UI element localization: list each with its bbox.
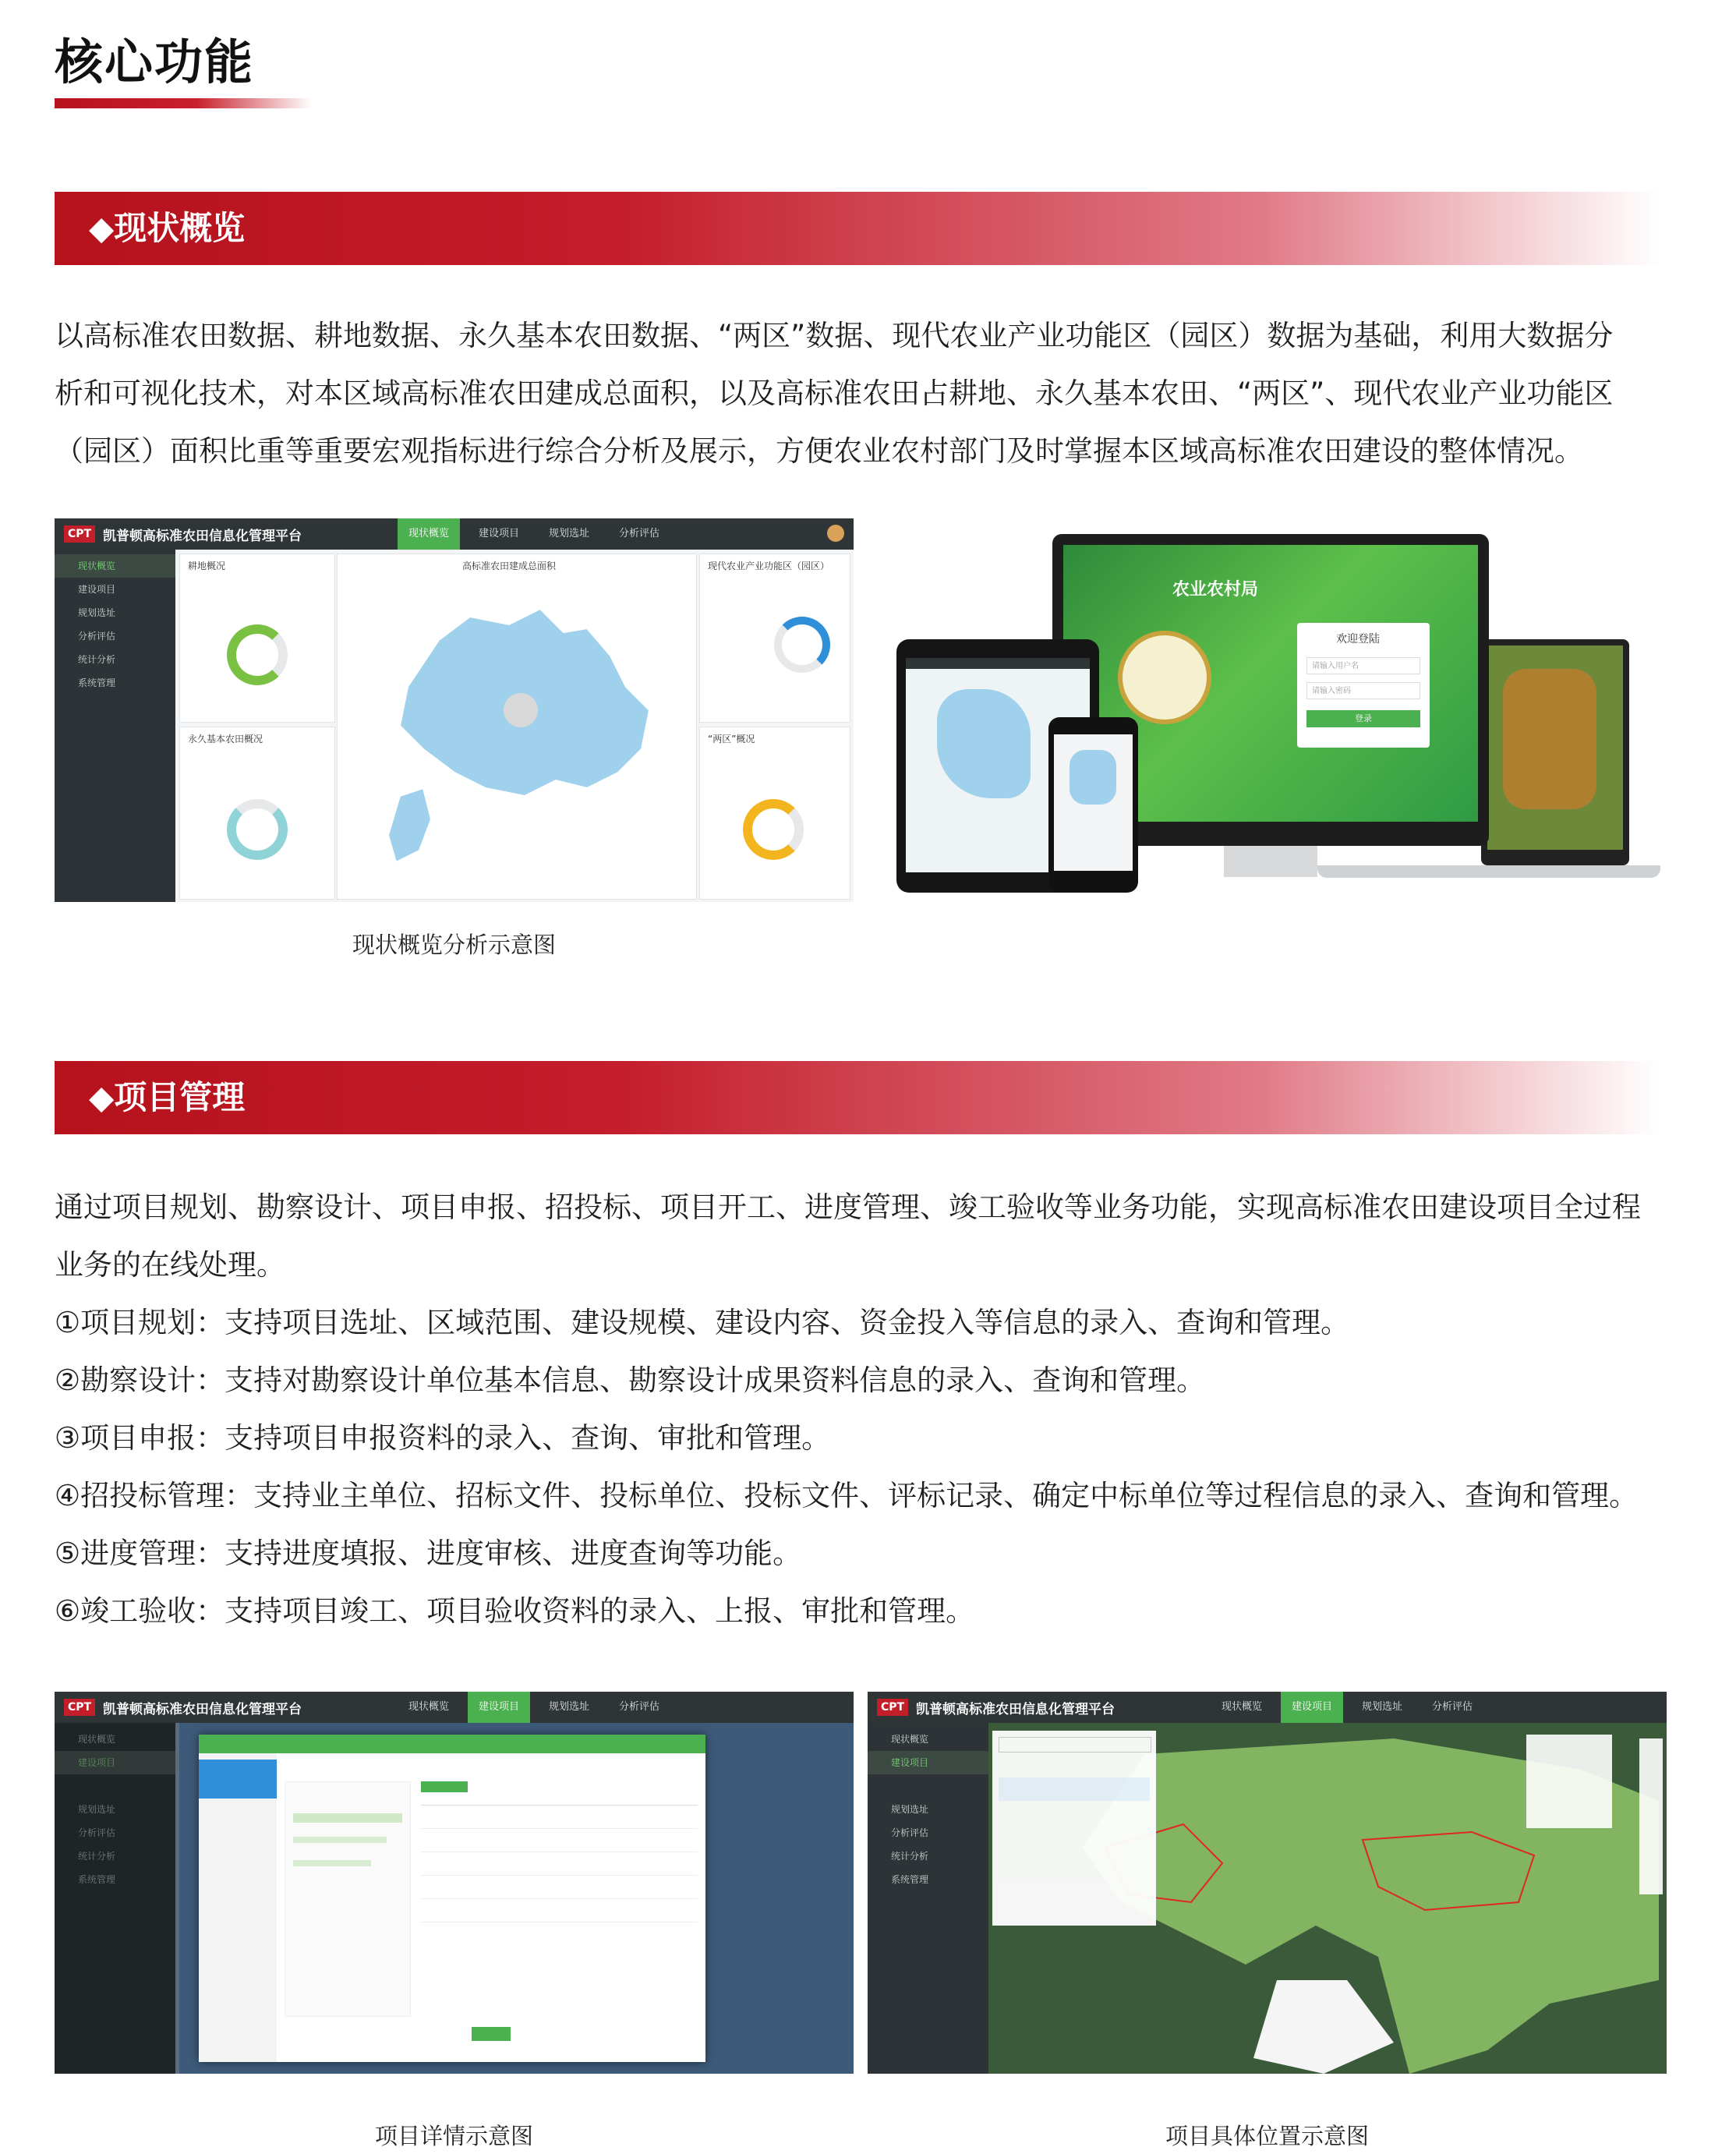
project-detail-screenshot (55, 1692, 854, 2074)
laptop-screen (1487, 645, 1623, 850)
dashboard-screenshot (55, 518, 854, 902)
project-line: 业务的在线处理。 (55, 1248, 285, 1282)
card-park (699, 554, 850, 723)
tab-analysis[interactable]: 分析评估 (619, 528, 660, 539)
tab-planning[interactable]: 规划选址 (549, 1701, 590, 1713)
app-topbar (55, 1692, 854, 1723)
map-toolbar (1639, 1738, 1663, 1894)
section-heading-project: ◆项目管理 (89, 1078, 246, 1116)
card-basic-farmland (179, 727, 335, 900)
caption-project-location: 项目具体位置示意图 (1165, 2123, 1369, 2149)
monitor-stand (1224, 846, 1317, 877)
caption-overview: 现状概览分析示意图 (352, 932, 556, 958)
project-paragraph (55, 1179, 1676, 1640)
donut-chart (774, 617, 830, 673)
app-topbar (868, 1692, 1667, 1723)
sidebar-item-projects[interactable]: 建设项目 (868, 1751, 988, 1774)
app-logo: CPT (64, 1699, 95, 1716)
login-button[interactable]: 登录 (1306, 710, 1420, 727)
sidebar-item-analysis[interactable]: 分析评估 (891, 1827, 929, 1838)
tree-item[interactable] (293, 1837, 387, 1843)
tab-overview[interactable]: 现状概览 (408, 1701, 450, 1713)
app-topbar (55, 518, 854, 550)
tab-planning[interactable]: 规划选址 (1362, 1701, 1403, 1713)
sidebar-item-overview[interactable]: 现状概览 (78, 1734, 116, 1745)
phone-map (1070, 750, 1116, 805)
app-sidebar (868, 1723, 988, 2074)
username-input[interactable]: 请输入用户名 (1306, 657, 1420, 674)
laptop-base (1317, 865, 1660, 878)
card-title: 高标准农田建成总面积 (462, 561, 557, 571)
list-item[interactable] (999, 1777, 1150, 1801)
upload-button[interactable] (421, 1781, 468, 1792)
app-title: 凯普顿高标准农田信息化管理平台 (916, 1702, 1115, 1717)
app-sidebar (55, 1723, 175, 2074)
project-line: ②勘察设计：支持对勘察设计单位基本信息、勘察设计成果资料信息的录入、查询和管理。 (55, 1363, 1206, 1397)
card-two-zones (699, 727, 850, 900)
laptop (1481, 639, 1629, 865)
project-location-screenshot (868, 1692, 1667, 2074)
file-table (421, 1781, 698, 2015)
file-tree (285, 1781, 411, 2017)
region-map (353, 593, 681, 890)
project-line: ③项目申报：支持项目申报资料的录入、查询、审批和管理。 (55, 1421, 831, 1455)
avatar[interactable] (827, 525, 844, 542)
login-banner: 农业农村局 (1172, 580, 1259, 600)
emblem-icon (1118, 631, 1211, 724)
sidebar-item-system[interactable]: 系统管理 (78, 1874, 116, 1885)
sidebar-item-stats[interactable]: 统计分析 (78, 1851, 116, 1862)
project-list-item[interactable] (199, 1760, 277, 1799)
tab-planning[interactable]: 规划选址 (549, 528, 590, 539)
overview-line: （园区）面积比重等重要宏观指标进行综合分析及展示，方便农业农村部门及时掌握本区域高标准农田建设的整体情况。 (55, 434, 1583, 468)
sidebar-item-planning[interactable]: 规划选址 (78, 1804, 116, 1815)
layer-legend (1526, 1735, 1612, 1828)
sidebar-item-stats[interactable]: 统计分析 (78, 654, 116, 665)
donut-chart (227, 799, 288, 860)
project-detail-modal (199, 1735, 705, 2062)
project-line: ⑤进度管理：支持进度填报、进度审核、进度查询等功能。 (55, 1537, 802, 1570)
section-banner-project (55, 1061, 1660, 1134)
donut-chart (743, 799, 804, 860)
overview-paragraph (55, 307, 1676, 480)
tab-projects[interactable]: 建设项目 (468, 1692, 530, 1723)
phone-screen (1054, 734, 1133, 871)
project-line: ①项目规划：支持项目选址、区域范围、建设规模、建设内容、资金投入等信息的录入、查询和管理。 (55, 1306, 1350, 1339)
tab-overview[interactable]: 现状概览 (1222, 1701, 1263, 1713)
sidebar-item-system[interactable]: 系统管理 (78, 677, 116, 688)
save-button[interactable] (472, 2027, 511, 2041)
card-title: 耕地概况 (188, 561, 226, 571)
project-line: 通过项目规划、勘察设计、项目申报、招投标、项目开工、进度管理、竣工验收等业务功能，实现高标准农田建设项目全过程 (55, 1190, 1641, 1224)
card-total-area (337, 554, 697, 900)
tree-item[interactable] (293, 1860, 371, 1866)
tab-analysis[interactable]: 分析评估 (619, 1701, 660, 1713)
overview-line: 以高标准农田数据、耕地数据、永久基本农田数据、“两区”数据、现代农业产业功能区（园区）数据为基础，利用大数据分 (55, 319, 1614, 352)
section-heading-overview: ◆现状概览 (89, 209, 246, 247)
card-title: 永久基本农田概况 (188, 734, 263, 745)
donut-chart (227, 624, 288, 685)
caption-project-detail: 项目详情示意图 (374, 2123, 533, 2149)
card-title: 现代农业产业功能区（园区） (708, 561, 830, 571)
project-search-panel (992, 1731, 1156, 1926)
tree-item[interactable] (293, 1813, 402, 1823)
search-input[interactable] (999, 1737, 1151, 1753)
sidebar-item-analysis[interactable]: 分析评估 (78, 631, 116, 642)
page-title: 核心功能 (55, 34, 255, 90)
sidebar-item-projects[interactable]: 建设项目 (55, 1751, 175, 1774)
password-input[interactable]: 请输入密码 (1306, 682, 1420, 699)
section-banner-overview (55, 192, 1660, 265)
tab-projects[interactable]: 建设项目 (1281, 1692, 1343, 1723)
title-underline (55, 98, 312, 108)
devices-illustration (896, 530, 1668, 897)
table-row (421, 1828, 698, 1829)
overview-line: 析和可视化技术，对本区域高标准农田建成总面积，以及高标准农田占耕地、永久基本农田、“两区”、现代农业产业功能区 (55, 377, 1614, 410)
sidebar-item-projects[interactable]: 建设项目 (78, 584, 116, 595)
table-divider (421, 1805, 698, 1806)
sidebar-item-overview[interactable]: 现状概览 (891, 1734, 929, 1745)
card-farmland (179, 554, 335, 723)
app-logo: CPT (877, 1699, 908, 1716)
login-panel (1297, 623, 1430, 748)
sidebar-item-system[interactable]: 系统管理 (891, 1874, 929, 1885)
table-row (421, 1898, 698, 1899)
app-title: 凯普顿高标准农田信息化管理平台 (103, 1702, 302, 1717)
table-row (421, 1875, 698, 1876)
app-sidebar (55, 550, 175, 902)
project-line: ⑥竣工验收：支持项目竣工、项目验收资料的录入、上报、审批和管理。 (55, 1594, 975, 1628)
tab-projects[interactable]: 建设项目 (479, 528, 520, 539)
tab-analysis[interactable]: 分析评估 (1432, 1701, 1473, 1713)
sidebar-item-planning[interactable]: 规划选址 (891, 1804, 929, 1815)
sidebar-item-analysis[interactable]: 分析评估 (78, 1827, 116, 1838)
project-line: ④招投标管理：支持业主单位、招标文件、投标单位、投标文件、评标记录、确定中标单位等过程信息的录入、查询和管理。 (55, 1479, 1639, 1512)
sidebar-item-planning[interactable]: 规划选址 (78, 607, 116, 618)
login-welcome: 欢迎登陆 (1336, 633, 1380, 645)
sidebar-item-stats[interactable]: 统计分析 (891, 1851, 929, 1862)
app-title: 凯普顿高标准农田信息化管理平台 (103, 529, 302, 544)
tablet-topbar (906, 658, 1090, 669)
sidebar-item-overview[interactable]: 现状概览 (55, 554, 175, 578)
card-title: “两区”概况 (708, 734, 755, 745)
modal-header (199, 1735, 705, 1753)
modal-project-list (199, 1753, 277, 2062)
phone (1048, 717, 1138, 893)
tablet-map (937, 689, 1031, 798)
tab-overview[interactable]: 现状概览 (398, 518, 460, 550)
app-logo: CPT (64, 525, 95, 543)
map-overlay (1503, 669, 1596, 809)
